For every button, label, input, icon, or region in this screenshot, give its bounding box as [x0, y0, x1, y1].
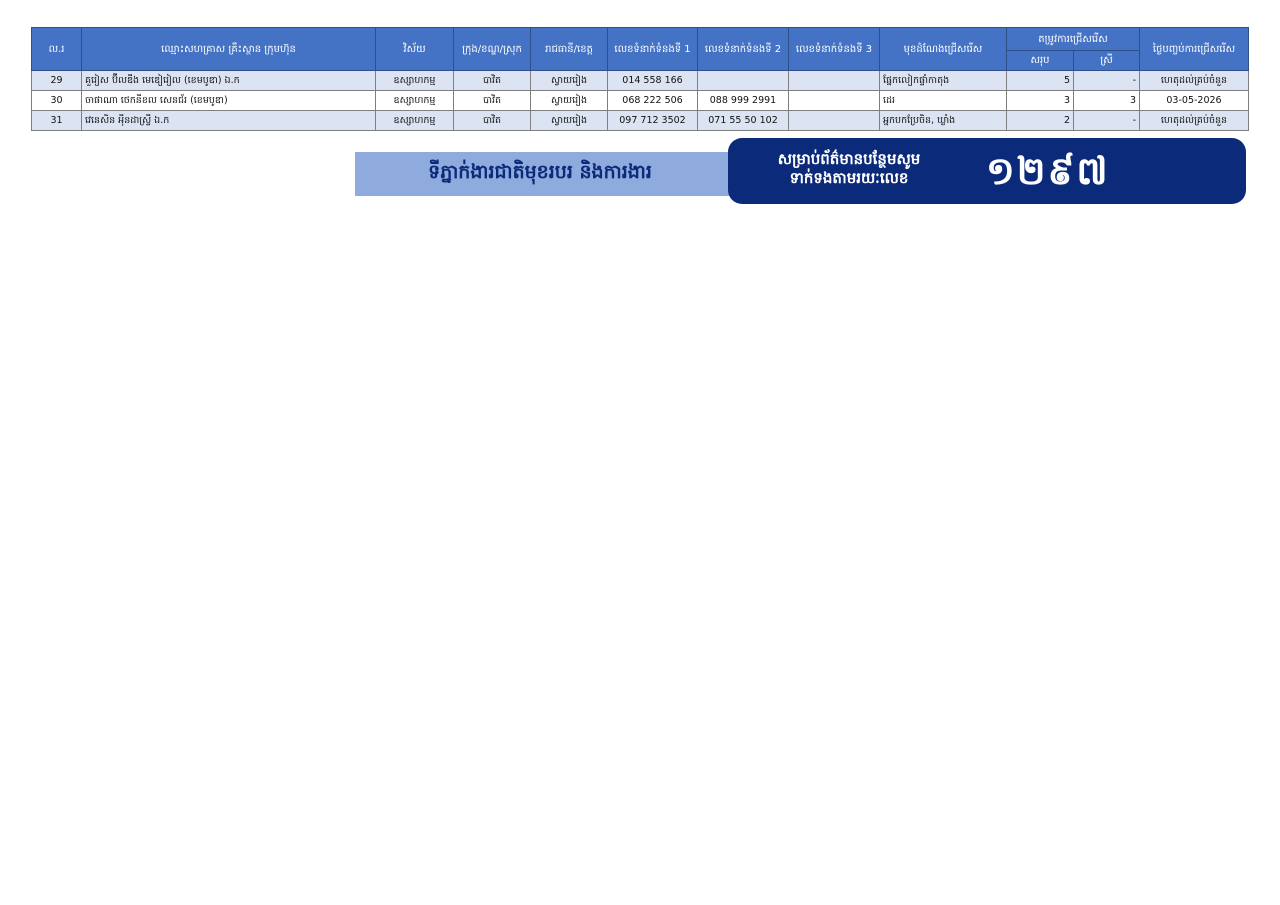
header-company: ឈ្មោះសហគ្រាស គ្រឹះស្ថាន ក្រុមហ៊ុន	[82, 28, 376, 71]
hotline-number: ១២៩៧	[986, 149, 1110, 193]
cell-phone1: 014 558 166	[608, 71, 698, 91]
cell-phone3	[789, 71, 880, 91]
header-deadline: ថ្ងៃបញ្ចប់ការជ្រើសរើស	[1140, 28, 1249, 71]
cell-total: 5	[1007, 71, 1074, 91]
cell-province: ស្វាយរៀង	[531, 91, 608, 111]
header-sector: វិស័យ	[376, 28, 454, 71]
cell-district: បាវិត	[454, 111, 531, 131]
contact-text	[764, 150, 934, 188]
cell-phone2: 088 999 2991	[698, 91, 789, 111]
agency-banner	[355, 152, 755, 196]
cell-phone3	[789, 91, 880, 111]
cell-district: បាវិត	[454, 71, 531, 91]
cell-deadline: ហេតុដល់គ្រប់ចំនួន	[1140, 71, 1249, 91]
header-female: ស្រី	[1074, 51, 1140, 71]
cell-deadline: 03-05-2026	[1140, 91, 1249, 111]
cell-female: -	[1074, 71, 1140, 91]
table-row	[32, 91, 1249, 111]
cell-position: អ្នកបកប្រែចិន, ឃ្លាំង	[880, 111, 1007, 131]
agency-name: ទីភ្នាក់ងារជាតិមុខរបរ និងការងារ	[428, 161, 652, 183]
cell-total: 2	[1007, 111, 1074, 131]
header-district: ក្រុង/ខណ្ឌ/ស្រុក	[454, 28, 531, 71]
cell-phone2: 071 55 50 102	[698, 111, 789, 131]
cell-female: -	[1074, 111, 1140, 131]
cell-company: វេនេសិន អុីនដាស្ទ្រី ឯ.ក	[82, 111, 376, 131]
cell-no: 29	[32, 71, 82, 91]
cell-sector: ឧស្សាហកម្ម	[376, 111, 454, 131]
cell-phone2	[698, 71, 789, 91]
cell-province: ស្វាយរៀង	[531, 111, 608, 131]
cell-phone1: 068 222 506	[608, 91, 698, 111]
table-row	[32, 111, 1249, 131]
header-position: មុខដំណែងជ្រើសរើស	[880, 28, 1007, 71]
table-row	[32, 71, 1249, 91]
cell-province: ស្វាយរៀង	[531, 71, 608, 91]
header-total: សរុប	[1007, 51, 1074, 71]
cell-female: 3	[1074, 91, 1140, 111]
hotline-banner	[728, 138, 1246, 204]
job-listing-table	[31, 27, 1249, 131]
header-province: រាជធានី/ខេត្ត	[531, 28, 608, 71]
table-header-row	[32, 28, 1249, 51]
header-phone2: លេខទំនាក់ទំនងទី 2	[698, 28, 789, 71]
header-phone1: លេខទំនាក់ទំនងទី 1	[608, 28, 698, 71]
cell-no: 30	[32, 91, 82, 111]
cell-company: ចាផាណា ថេកនីខល សេនជ័រ (ខេមបូឌា)	[82, 91, 376, 111]
header-no: ល.រ	[32, 28, 82, 71]
cell-sector: ឧស្សាហកម្ម	[376, 71, 454, 91]
cell-district: បាវិត	[454, 91, 531, 111]
cell-position: ផ្នែកលៀកផ្ទាំកាតុង	[880, 71, 1007, 91]
cell-position: ដេរ	[880, 91, 1007, 111]
cell-phone1: 097 712 3502	[608, 111, 698, 131]
cell-deadline: ហេតុដល់គ្រប់ចំនួន	[1140, 111, 1249, 131]
header-demand: តម្រូវការជ្រើសរើស	[1007, 28, 1140, 51]
header-phone3: លេខទំនាក់ទំនងទី 3	[789, 28, 880, 71]
contact-line-2: ទាក់ទងតាមរយៈលេខ	[789, 169, 909, 187]
cell-phone3	[789, 111, 880, 131]
contact-line-1: សម្រាប់ព័ត៌មានបន្ថែមសូម	[777, 150, 921, 168]
cell-total: 3	[1007, 91, 1074, 111]
cell-company: គួរៀស ប៊ីលឌីង មេឌៀរៀល (ខេមបូឌា) ឯ.ក	[82, 71, 376, 91]
cell-sector: ឧស្សាហកម្ម	[376, 91, 454, 111]
cell-no: 31	[32, 111, 82, 131]
